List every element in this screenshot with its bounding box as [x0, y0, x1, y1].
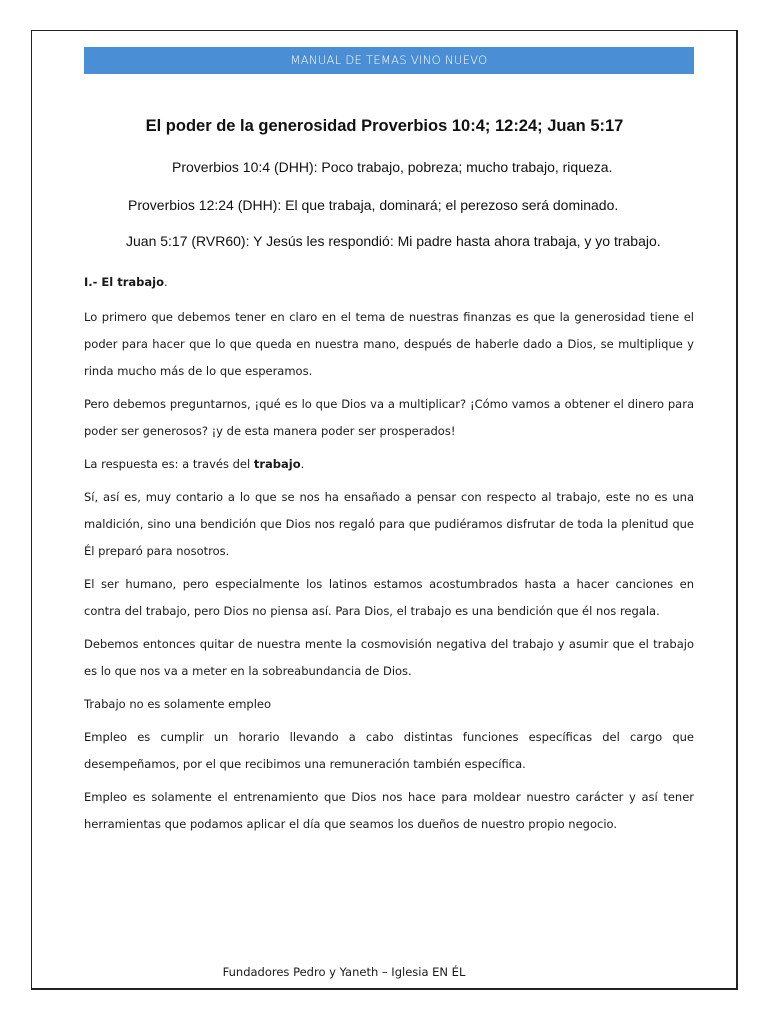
paragraph-3-suffix: . — [300, 457, 305, 471]
paragraph-2: Pero debemos preguntarnos, ¡qué es lo que Dios va a multiplicar? ¡Cómo vamos a obtener el dinero para poder ser generosos? ¡y de esta manera poder ser prosperados! — [84, 397, 694, 438]
header-banner: MANUAL DE TEMAS VINO NUEVO — [84, 47, 694, 74]
paragraph-9: Empleo es solamente el entrenamiento que Dios nos hace para moldear nuestro carácter y así tener herramientas que podamos aplicar el día que seamos los dueños de nuestro propio negocio. — [84, 790, 694, 831]
paragraph-6: Debemos entonces quitar de nuestra mente la cosmovisión negativa del trabajo y asumir que el trabajo es lo que nos va a meter en la sobreabundancia de Dios. — [84, 637, 694, 678]
section-heading — [84, 269, 694, 296]
section-heading-suffix: . — [164, 275, 168, 289]
paragraph-7: Trabajo no es solamente empleo — [84, 697, 272, 711]
page-footer: Fundadores Pedro y Yaneth – Iglesia EN ÉL — [222, 965, 466, 979]
paragraph-3 — [84, 451, 694, 478]
verse-juan-5-17: Juan 5:17 (RVR60): Y Jesús les respondió: Mi padre hasta ahora trabaja, y yo trabajo. — [126, 233, 661, 249]
verse-proverbios-12-24: Proverbios 12:24 (DHH): El que trabaja, dominará; el perezoso será dominado. — [128, 197, 619, 213]
page-title: El poder de la generosidad Proverbios 10:4; 12:24; Juan 5:17 — [145, 117, 624, 135]
section-heading-text: I.- El trabajo — [84, 275, 164, 289]
paragraph-3-bold: trabajo — [253, 457, 301, 471]
document-page — [31, 30, 738, 990]
verse-proverbios-10-4: Proverbios 10:4 (DHH): Poco trabajo, pobreza; mucho trabajo, riqueza. — [172, 159, 613, 175]
paragraph-4: Sí, así es, muy contario a lo que se nos ha ensañado a pensar con respecto al trabajo, este no es una maldición, sino una bendición que Dios nos regaló para que pudiéramos disfrutar de toda la plenitud que Él preparó para nosotros. — [84, 490, 694, 558]
paragraph-1: Lo primero que debemos tener en claro en el tema de nuestras finanzas es que la generosidad tiene el poder para hacer que lo que queda en nuestra mano, después de haberle dado a Dios, se multiplique y rinda mucho más de lo que esperamos. — [84, 310, 694, 378]
document-body — [84, 269, 694, 844]
paragraph-3-prefix: La respuesta es: a través del — [84, 457, 254, 471]
paragraph-5: El ser humano, pero especialmente los latinos estamos acostumbrados hasta a hacer canciones en contra del trabajo, pero Dios no piensa así. Para Dios, el trabajo es una bendición que él nos regala. — [84, 577, 694, 618]
paragraph-8: Empleo es cumplir un horario llevando a cabo distintas funciones específicas del cargo que desempeñamos, por el que recibimos una remuneración también específica. — [84, 730, 694, 771]
